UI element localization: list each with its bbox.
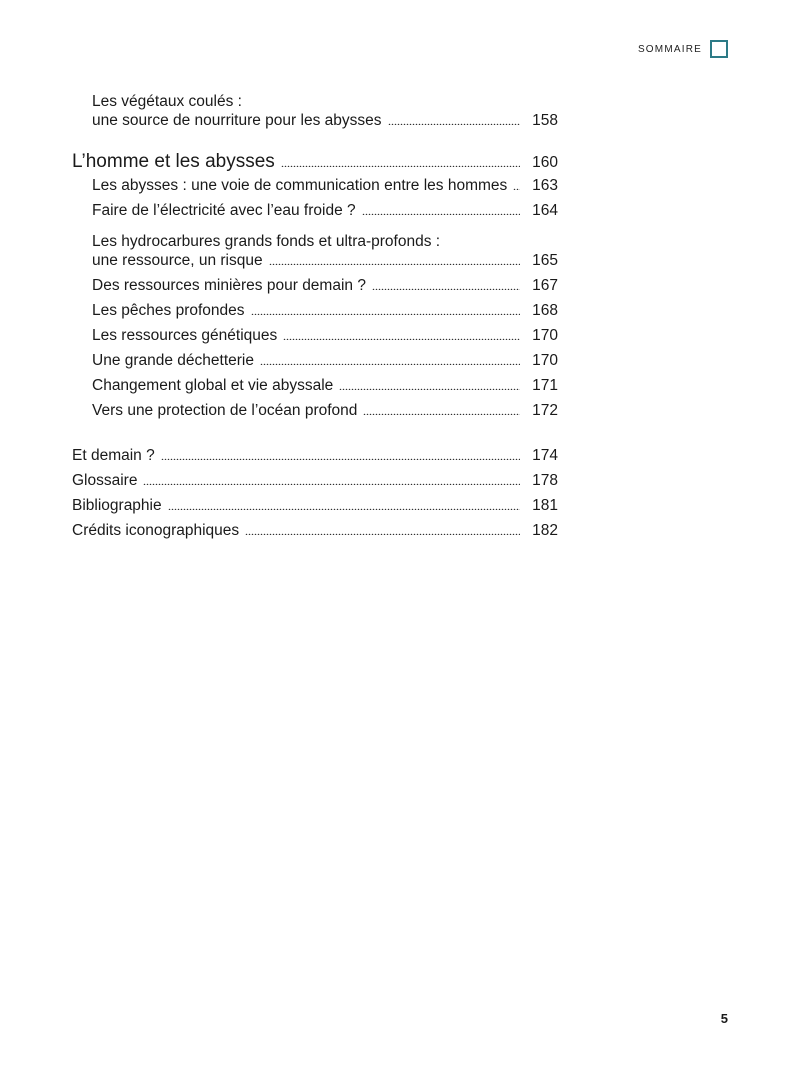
toc-page-number: 165 xyxy=(532,252,558,269)
toc-entry[interactable] xyxy=(72,302,558,327)
toc-entry-label: Changement global et vie abyssale xyxy=(92,377,334,394)
toc-entry-label: Bibliographie xyxy=(72,497,162,514)
leader-dots xyxy=(372,280,520,290)
toc-entry-label: Les abysses : une voie de communication entre les hommes xyxy=(92,177,508,194)
leader-dots xyxy=(283,330,520,340)
toc-page-number: 160 xyxy=(532,154,558,171)
table-of-contents xyxy=(72,92,558,547)
toc-page-number: 163 xyxy=(532,177,558,194)
toc-entry-label-line1: Les hydrocarbures grands fonds et ultra-profonds : xyxy=(92,233,441,250)
page-number: 5 xyxy=(720,1011,728,1026)
toc-entry[interactable] xyxy=(72,352,558,377)
toc-entry-label: Vers une protection de l’océan profond xyxy=(92,402,358,419)
leader-dots xyxy=(269,255,520,265)
toc-entry-vegetaux[interactable] xyxy=(72,92,558,133)
leader-dots xyxy=(251,305,520,315)
toc-section-title: L’homme et les abysses xyxy=(72,151,275,172)
toc-entry[interactable] xyxy=(72,202,558,227)
toc-entry[interactable] xyxy=(72,402,558,427)
leader-dots xyxy=(339,380,520,390)
toc-page-number: 164 xyxy=(532,202,558,219)
toc-entry-label: Des ressources minières pour demain ? xyxy=(92,277,366,294)
toc-page-number: 182 xyxy=(532,522,558,539)
toc-page-number: 158 xyxy=(532,112,558,129)
toc-entry-back[interactable] xyxy=(72,497,558,522)
leader-dots xyxy=(513,180,520,190)
leader-dots xyxy=(168,500,520,510)
toc-page-number: 171 xyxy=(532,377,558,394)
leader-dots xyxy=(281,157,520,167)
toc-entry-label: Et demain ? xyxy=(72,447,155,464)
toc-entry-label: Crédits iconographiques xyxy=(72,522,240,539)
toc-entry-back[interactable] xyxy=(72,522,558,547)
toc-entry[interactable] xyxy=(72,377,558,402)
toc-page-number: 168 xyxy=(532,302,558,319)
toc-entry-label-line1: Les végétaux coulés : xyxy=(92,93,242,110)
toc-entry[interactable] xyxy=(72,277,558,302)
toc-page-number: 174 xyxy=(532,447,558,464)
leader-dots xyxy=(260,355,520,365)
toc-entry-label-line2: une ressource, un risque xyxy=(92,252,263,269)
leader-dots xyxy=(143,475,520,485)
toc-entry-back[interactable] xyxy=(72,472,558,497)
toc-entry-label: Faire de l’électricité avec l’eau froide ? xyxy=(92,202,356,219)
leader-dots xyxy=(388,115,521,125)
toc-entry-hydrocarbures[interactable] xyxy=(72,232,558,277)
toc-page-number: 178 xyxy=(532,472,558,489)
toc-entry[interactable] xyxy=(72,327,558,352)
toc-entry-back[interactable] xyxy=(72,447,558,472)
toc-page-number: 170 xyxy=(532,327,558,344)
leader-dots xyxy=(362,205,520,215)
toc-entry-label-line2: une source de nourriture pour les abysses xyxy=(92,112,382,129)
toc-entry[interactable] xyxy=(72,177,558,202)
toc-entry-label: Une grande déchetterie xyxy=(92,352,255,369)
header-label: SOMMAIRE xyxy=(637,43,702,55)
toc-page-number: 181 xyxy=(532,497,558,514)
page-header xyxy=(638,40,728,58)
leader-dots xyxy=(245,525,520,535)
toc-page-number: 172 xyxy=(532,402,558,419)
toc-page-number: 167 xyxy=(532,277,558,294)
toc-entry-label: Les pêches profondes xyxy=(92,302,245,319)
toc-entry-label: Glossaire xyxy=(72,472,138,489)
toc-page-number: 170 xyxy=(532,352,558,369)
leader-dots xyxy=(161,450,520,460)
toc-entry-label: Les ressources génétiques xyxy=(92,327,278,344)
header-square-icon xyxy=(710,40,728,58)
toc-section-homme-abysses[interactable] xyxy=(72,151,558,177)
leader-dots xyxy=(363,405,520,415)
